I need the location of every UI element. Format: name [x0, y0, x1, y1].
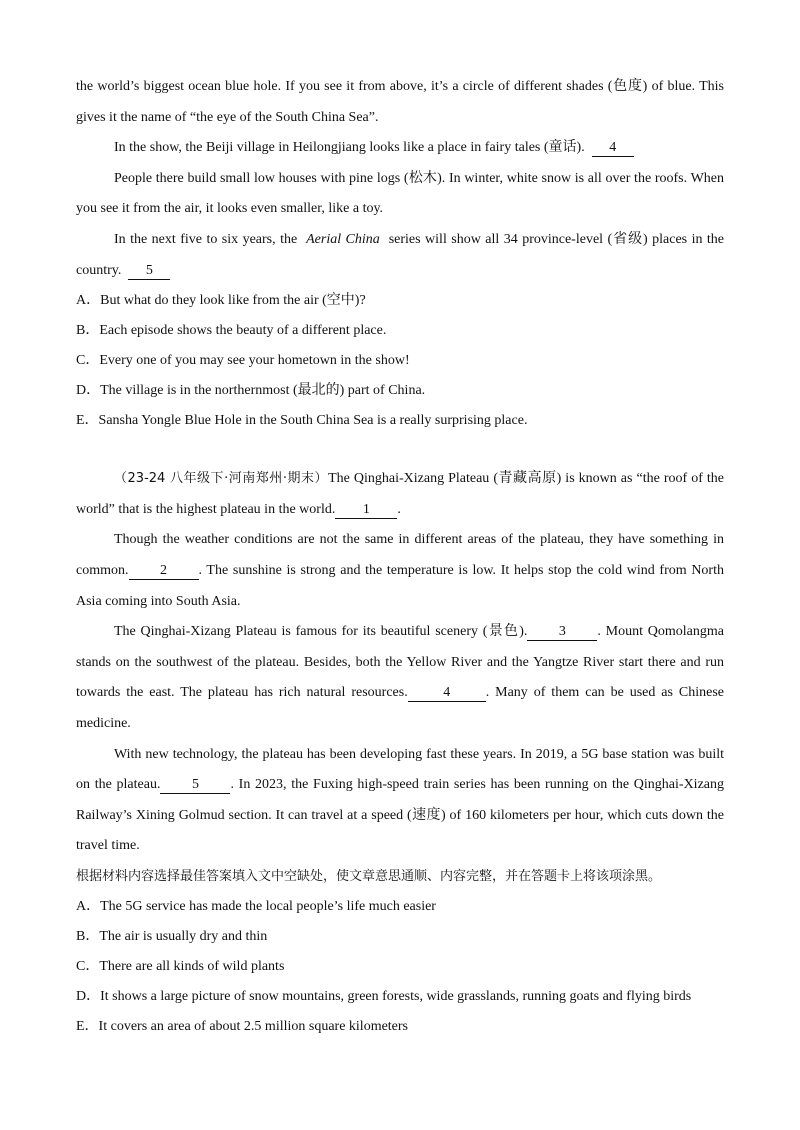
- passage1-paragraph3: People there build small low houses with pine logs (松木). In winter, white snow is all over the roofs. When you see it from the air, it looks even smaller, like a toy.: [76, 170, 724, 217]
- passage2-paragraph1: （23-24 八年级下·河南郑州·期末）The Qinghai-Xizang Plateau (青藏高原) is known as “the roof of the world” that is the highest plateau in the world. 1 .: [76, 471, 724, 517]
- passage1-p4-after: series will show all 34 province-level (省级) places in the country.: [76, 231, 725, 278]
- passage2-p3-a: The Qinghai-Xizang Plateau is famous for its beautiful scenery (景色).: [114, 624, 528, 640]
- passage1-option-d[interactable]: D．The village is in the northernmost (最北的) part of China.: [76, 383, 426, 399]
- passage2-p1-text: The Qinghai-Xizang Plateau (青藏高原) is known as “the roof of the world” that is the highest plateau in the world.: [76, 471, 724, 517]
- passage1-paragraph4: [76, 225, 724, 286]
- blank-3[interactable]: 3: [527, 624, 597, 641]
- passage1-option-b[interactable]: B．Each episode shows the beauty of a different place.: [76, 323, 387, 339]
- passage2-paragraph2: [76, 525, 724, 617]
- passage1-option-a[interactable]: A．But what do they look like from the air (空中)?: [76, 293, 366, 309]
- passage1-p4-before: In the next five to six years, the: [114, 231, 298, 247]
- series-title: Aerial China: [306, 231, 380, 247]
- passage2-option-c[interactable]: C．There are all kinds of wild plants: [76, 958, 285, 974]
- blank-4[interactable]: 4: [592, 140, 634, 157]
- passage2-option-b[interactable]: B．The air is usually dry and thin: [76, 928, 268, 944]
- passage2-p3-b: . Mount Qomolangma stands on the southwest of the plateau. Besides, both the Yellow River and the Yangtze River start there and run towards the east. The plateau has rich natural resources.: [76, 624, 725, 701]
- blank-5[interactable]: 5: [128, 263, 170, 280]
- instruction-text: 根据材料内容选择最佳答案填入文中空缺处，使文章意思通顺、内容完整，并在答题卡上将该项涂黑。: [76, 868, 662, 884]
- passage2-p4-a: With new technology, the plateau has been developing fast these years. In 2019, a 5G base station was built on the plateau.: [76, 746, 724, 793]
- passage2-p4-b: . In 2023, the Fuxing high-speed train series has been running on the Qinghai-Xizang Railway’s Xining Golmud section. It can travel at a speed (速度) of 160 kilometers per hour, which cuts down the travel time.: [76, 777, 725, 854]
- passage1-paragraph1: the world’s biggest ocean blue hole. If you see it from above, it’s a circle of different shades (色度) of blue. This gives it the name of “the eye of the South China Sea”.: [76, 79, 724, 125]
- section-gap: [76, 436, 724, 464]
- document-page: [76, 72, 724, 1042]
- passage2-paragraph4: [76, 740, 724, 862]
- passage1-option-e[interactable]: E．Sansha Yongle Blue Hole in the South China Sea is a really surprising place.: [76, 413, 528, 429]
- passage2-option-a[interactable]: A．The 5G service has made the local people’s life much easier: [76, 898, 436, 914]
- passage1-paragraph2: [76, 133, 724, 164]
- question-source: （23-24 八年级下·河南郑州·期末）: [114, 471, 329, 487]
- passage2-option-e[interactable]: E．It covers an area of about 2.5 million square kilometers: [76, 1018, 409, 1034]
- passage1-option-c[interactable]: C．Every one of you may see your hometown in the show!: [76, 353, 410, 369]
- passage1-p2-text: In the show, the Beiji village in Heilongjiang looks like a place in fairy tales (童话).: [114, 140, 585, 156]
- blank-2[interactable]: 2: [129, 563, 199, 580]
- passage2-p2-a: Though the weather conditions are not the same in different areas of the plateau, they have something in common.: [76, 532, 724, 578]
- passage2-p3-c: . Many of them can be used as Chinese medicine.: [76, 685, 724, 731]
- passage2-p2-b: . The sunshine is strong and the temperature is low. It helps stop the cold wind from North Asia coming into South Asia.: [76, 562, 724, 609]
- passage2-paragraph3: [76, 617, 724, 739]
- blank-4-passage2[interactable]: 4: [408, 685, 486, 702]
- blank-1[interactable]: 1: [335, 502, 397, 519]
- passage2-option-d[interactable]: D．It shows a large picture of snow mountains, green forests, wide grasslands, running goats and flying birds: [76, 988, 692, 1004]
- blank-5-passage2[interactable]: 5: [160, 777, 230, 794]
